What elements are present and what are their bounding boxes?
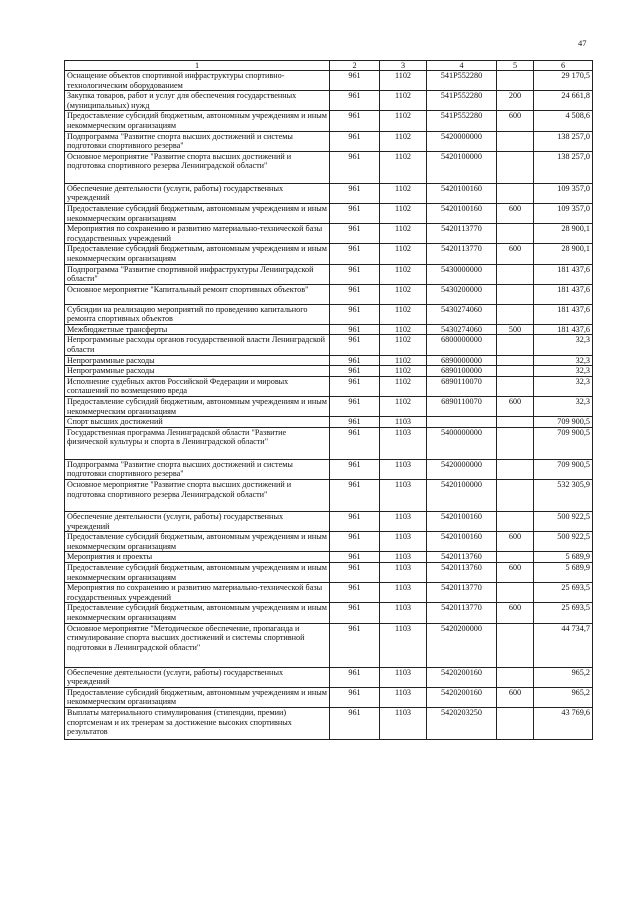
cell-name: Оснащение объектов спортивной инфраструктуры спортивно-технологическим оборудованием [65,71,330,91]
cell-tgt: 5400000000 [427,427,497,459]
cell-tgt: 6890000000 [427,355,497,366]
cell-tgt: 5420100000 [427,480,497,512]
header-cell-section: 3 [380,61,427,71]
cell-name: Непрограммные расходы органов государственной власти Ленинградской области [65,335,330,355]
cell-vr: 600 [497,562,534,582]
table-row [65,71,593,91]
cell-tgt: 6890110070 [427,397,497,417]
cell-gr: 961 [330,623,380,667]
cell-name: Предоставление субсидий бюджетным, автономным учреждениям и иным некоммерческим организациям [65,244,330,264]
cell-name: Выплаты материального стимулирования (стипендии, премии) спортсменам и их тренерам за достижение высоких спортивных результатов [65,707,330,739]
cell-gr: 961 [330,562,380,582]
header-cell-name: 1 [65,61,330,71]
table-row [65,397,593,417]
cell-tgt: 5420113770 [427,583,497,603]
cell-name: Основное мероприятие "Развитие спорта высших достижений и подготовка спортивного резерва Ленинградской области" [65,480,330,512]
cell-tgt: 5420000000 [427,131,497,151]
cell-sum: 28 900,1 [534,244,593,264]
page-number: 47 [578,38,587,48]
table-row [65,224,593,244]
cell-tgt: 5420100160 [427,532,497,552]
table-row [65,304,593,324]
table-header-row [65,61,593,71]
cell-sum: 181 437,6 [534,304,593,324]
cell-gr: 961 [330,335,380,355]
cell-vr [497,707,534,739]
cell-vr [497,480,534,512]
table-row [65,512,593,532]
cell-sec: 1102 [380,324,427,335]
cell-gr: 961 [330,264,380,284]
cell-vr: 600 [497,532,534,552]
table-row [65,480,593,512]
table-row [65,264,593,284]
cell-gr: 961 [330,552,380,563]
cell-sum: 32,3 [534,397,593,417]
cell-sum: 500 922,5 [534,512,593,532]
cell-sec: 1102 [380,376,427,396]
cell-gr: 961 [330,91,380,111]
table-row [65,583,593,603]
cell-tgt: 5420200000 [427,623,497,667]
cell-tgt: 5420100000 [427,151,497,183]
cell-sec: 1102 [380,151,427,183]
cell-vr: 200 [497,91,534,111]
cell-vr: 600 [497,244,534,264]
cell-name: Предоставление субсидий бюджетным, автономным учреждениям и иным некоммерческим организациям [65,603,330,623]
cell-vr [497,552,534,563]
cell-vr [497,224,534,244]
cell-name: Непрограммные расходы [65,355,330,366]
cell-name: Подпрограмма "Развитие спорта высших достижений и системы подготовки спортивного резерва" [65,459,330,479]
cell-name: Подпрограмма "Развитие спортивной инфраструктуры Ленинградской области" [65,264,330,284]
cell-gr: 961 [330,203,380,223]
table-row [65,355,593,366]
cell-sum: 109 357,0 [534,183,593,203]
cell-vr [497,355,534,366]
table-row [65,417,593,428]
cell-sum: 5 689,9 [534,552,593,563]
header-cell-vr: 5 [497,61,534,71]
header-cell-sum: 6 [534,61,593,71]
cell-tgt: 5430200000 [427,284,497,304]
cell-vr [497,284,534,304]
cell-gr: 961 [330,603,380,623]
cell-tgt: 5420203250 [427,707,497,739]
table-row [65,427,593,459]
cell-name: Предоставление субсидий бюджетным, автономным учреждениям и иным некоммерческим организациям [65,562,330,582]
cell-sec: 1102 [380,131,427,151]
cell-sec: 1103 [380,687,427,707]
cell-sec: 1103 [380,512,427,532]
cell-vr [497,131,534,151]
cell-tgt: 5430000000 [427,264,497,284]
cell-sec: 1102 [380,91,427,111]
cell-gr: 961 [330,480,380,512]
cell-sec: 1103 [380,562,427,582]
cell-gr: 961 [330,687,380,707]
cell-gr: 961 [330,151,380,183]
cell-sec: 1103 [380,552,427,563]
cell-sum: 25 693,5 [534,583,593,603]
cell-vr [497,264,534,284]
cell-gr: 961 [330,324,380,335]
table-row [65,623,593,667]
cell-vr: 600 [497,111,534,131]
cell-sum: 181 437,6 [534,324,593,335]
cell-gr: 961 [330,244,380,264]
cell-sum: 109 357,0 [534,203,593,223]
cell-name: Предоставление субсидий бюджетным, автономным учреждениям и иным некоммерческим организациям [65,532,330,552]
cell-name: Обеспечение деятельности (услуги, работы) государственных учреждений [65,667,330,687]
cell-name: Предоставление субсидий бюджетным, автономным учреждениям и иным некоммерческим организациям [65,687,330,707]
table-row [65,562,593,582]
table-row [65,324,593,335]
cell-sum: 709 900,5 [534,427,593,459]
cell-tgt: 5420100160 [427,203,497,223]
cell-tgt: 5420100160 [427,512,497,532]
cell-vr: 600 [497,203,534,223]
table-row [65,532,593,552]
cell-sum: 709 900,5 [534,417,593,428]
cell-sec: 1102 [380,71,427,91]
table-row [65,603,593,623]
cell-sum: 24 661,8 [534,91,593,111]
cell-name: Предоставление субсидий бюджетным, автономным учреждениям и иным некоммерческим организациям [65,111,330,131]
cell-sec: 1103 [380,532,427,552]
cell-sec: 1102 [380,111,427,131]
cell-sec: 1103 [380,417,427,428]
cell-sec: 1102 [380,366,427,377]
cell-sec: 1102 [380,264,427,284]
cell-gr: 961 [330,366,380,377]
cell-tgt: 5420113770 [427,224,497,244]
cell-vr [497,304,534,324]
cell-vr [497,376,534,396]
cell-sum: 965,2 [534,667,593,687]
cell-sec: 1102 [380,224,427,244]
cell-name: Мероприятия по сохранению и развитию материально-технической базы государственных учреждений [65,583,330,603]
cell-sum: 25 693,5 [534,603,593,623]
cell-tgt: 541P552280 [427,111,497,131]
cell-vr [497,335,534,355]
cell-tgt: 6800000000 [427,335,497,355]
cell-sum: 4 508,6 [534,111,593,131]
cell-sec: 1103 [380,707,427,739]
header-cell-target: 4 [427,61,497,71]
cell-sum: 43 769,6 [534,707,593,739]
table-row [65,552,593,563]
cell-gr: 961 [330,224,380,244]
cell-name: Предоставление субсидий бюджетным, автономным учреждениям и иным некоммерческим организациям [65,203,330,223]
cell-tgt: 5420200160 [427,667,497,687]
table-row [65,203,593,223]
cell-vr [497,366,534,377]
header-cell-gr: 2 [330,61,380,71]
cell-vr [497,459,534,479]
cell-gr: 961 [330,532,380,552]
cell-sum: 709 900,5 [534,459,593,479]
cell-vr [497,427,534,459]
cell-vr [497,667,534,687]
cell-name: Предоставление субсидий бюджетным, автономным учреждениям и иным некоммерческим организациям [65,397,330,417]
cell-gr: 961 [330,304,380,324]
cell-gr: 961 [330,459,380,479]
cell-gr: 961 [330,417,380,428]
cell-gr: 961 [330,131,380,151]
cell-name: Мероприятия и проекты [65,552,330,563]
cell-tgt: 5420113770 [427,603,497,623]
cell-name: Непрограммные расходы [65,366,330,377]
cell-sum: 44 734,7 [534,623,593,667]
table-row [65,459,593,479]
table-row [65,91,593,111]
cell-gr: 961 [330,111,380,131]
cell-vr [497,151,534,183]
cell-tgt: 5420100160 [427,183,497,203]
cell-tgt: 5430274060 [427,304,497,324]
cell-name: Подпрограмма "Развитие спорта высших достижений и системы подготовки спортивного резерва" [65,131,330,151]
cell-vr: 600 [497,687,534,707]
cell-gr: 961 [330,667,380,687]
cell-sum: 965,2 [534,687,593,707]
cell-gr: 961 [330,71,380,91]
cell-tgt: 5420113770 [427,244,497,264]
cell-vr: 500 [497,324,534,335]
cell-name: Основное мероприятие "Развитие спорта высших достижений и подготовка спортивного резерва Ленинградской области" [65,151,330,183]
cell-sec: 1102 [380,183,427,203]
table-row [65,111,593,131]
cell-vr [497,623,534,667]
cell-sum: 181 437,6 [534,264,593,284]
cell-sec: 1102 [380,397,427,417]
cell-name: Мероприятия по сохранению и развитию материально-технической базы государственных учреждений [65,224,330,244]
cell-gr: 961 [330,355,380,366]
cell-sum: 32,3 [534,335,593,355]
cell-tgt: 5420113760 [427,562,497,582]
cell-name: Спорт высших достижений [65,417,330,428]
cell-sum: 181 437,6 [534,284,593,304]
cell-sec: 1103 [380,667,427,687]
budget-table [64,60,593,740]
cell-sec: 1102 [380,203,427,223]
cell-sum: 29 170,5 [534,71,593,91]
cell-tgt: 5420113760 [427,552,497,563]
cell-sum: 32,3 [534,366,593,377]
cell-gr: 961 [330,707,380,739]
cell-gr: 961 [330,583,380,603]
cell-sec: 1102 [380,284,427,304]
cell-tgt: 541P552280 [427,91,497,111]
cell-sec: 1103 [380,427,427,459]
cell-vr [497,417,534,428]
cell-sec: 1102 [380,244,427,264]
table-row [65,284,593,304]
table-row [65,376,593,396]
cell-name: Обеспечение деятельности (услуги, работы) государственных учреждений [65,512,330,532]
cell-gr: 961 [330,427,380,459]
cell-gr: 961 [330,376,380,396]
cell-vr [497,583,534,603]
cell-vr [497,512,534,532]
cell-name: Государственная программа Ленинградской области "Развитие физической культуры и спорта в Ленинградской области" [65,427,330,459]
table-row [65,131,593,151]
cell-name: Основное мероприятие "Методическое обеспечение, пропаганда и стимулирование спорта высших достижений и системы спортивной подготовки в Ленинградской области" [65,623,330,667]
cell-sec: 1102 [380,335,427,355]
table-row [65,687,593,707]
cell-name: Закупка товаров, работ и услуг для обеспечения государственных (муниципальных) нужд [65,91,330,111]
cell-gr: 961 [330,397,380,417]
cell-tgt: 541P552280 [427,71,497,91]
cell-gr: 961 [330,512,380,532]
cell-sum: 5 689,9 [534,562,593,582]
cell-vr: 600 [497,603,534,623]
cell-gr: 961 [330,183,380,203]
cell-name: Обеспечение деятельности (услуги, работы) государственных учреждений [65,183,330,203]
table-row [65,183,593,203]
cell-name: Субсидии на реализацию мероприятий по проведению капитального ремонта спортивных объектов [65,304,330,324]
cell-tgt [427,417,497,428]
cell-name: Межбюджетные трансферты [65,324,330,335]
cell-tgt: 5420200160 [427,687,497,707]
cell-sum: 138 257,0 [534,151,593,183]
table-row [65,151,593,183]
cell-gr: 961 [330,284,380,304]
cell-sec: 1103 [380,603,427,623]
cell-sum: 28 900,1 [534,224,593,244]
cell-tgt: 6890100000 [427,366,497,377]
table-row [65,707,593,739]
cell-sec: 1102 [380,304,427,324]
table-row [65,366,593,377]
cell-sec: 1103 [380,480,427,512]
cell-sum: 500 922,5 [534,532,593,552]
table-row [65,335,593,355]
cell-sum: 138 257,0 [534,131,593,151]
cell-vr: 600 [497,397,534,417]
cell-sum: 32,3 [534,355,593,366]
table-row [65,244,593,264]
table-row [65,667,593,687]
cell-vr [497,183,534,203]
cell-sec: 1102 [380,355,427,366]
cell-tgt: 5420000000 [427,459,497,479]
cell-sum: 32,3 [534,376,593,396]
cell-tgt: 6890110070 [427,376,497,396]
cell-name: Исполнение судебных актов Российской Федерации и мировых соглашений по возмещению вреда [65,376,330,396]
cell-name: Основное мероприятие "Капитальный ремонт спортивных объектов" [65,284,330,304]
cell-sum: 532 305,9 [534,480,593,512]
cell-sec: 1103 [380,583,427,603]
cell-sec: 1103 [380,623,427,667]
cell-sec: 1103 [380,459,427,479]
cell-vr [497,71,534,91]
cell-tgt: 5430274060 [427,324,497,335]
